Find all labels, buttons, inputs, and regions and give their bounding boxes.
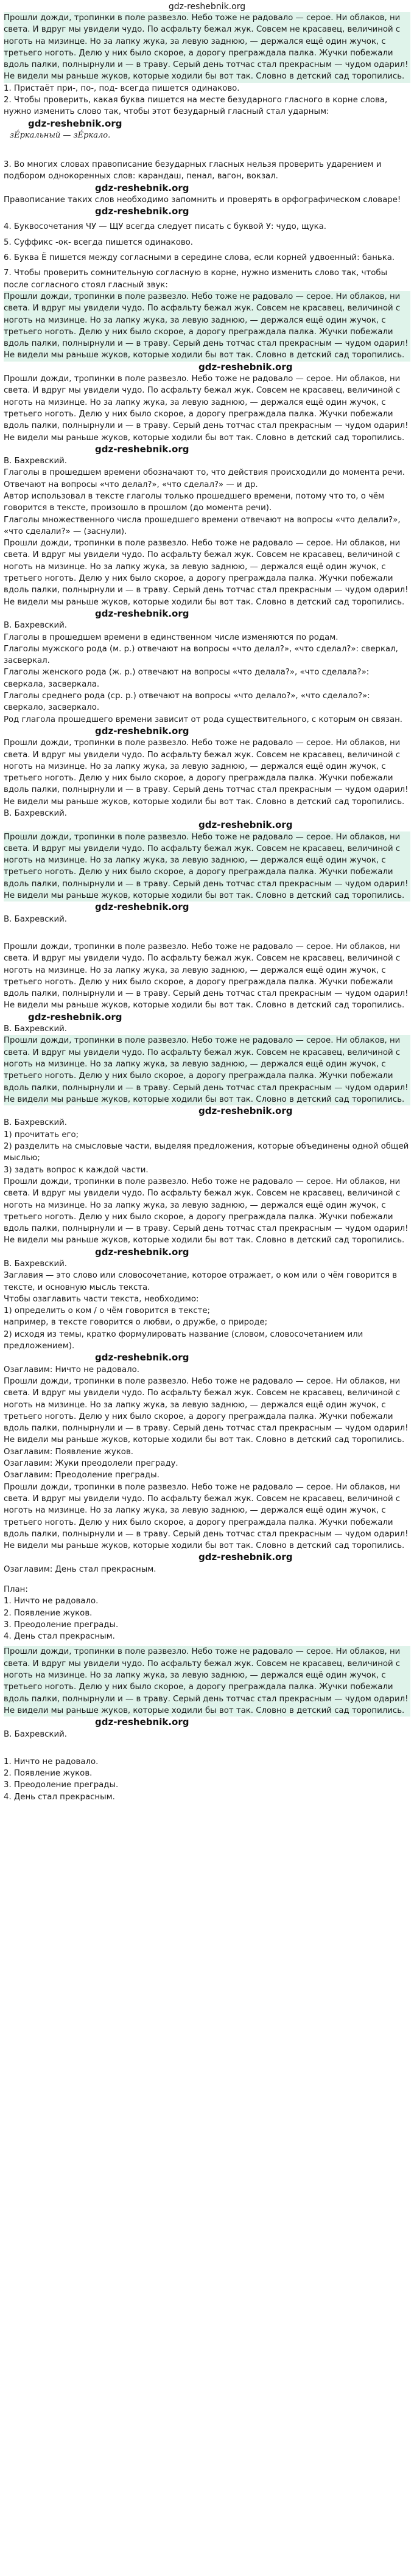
story-paragraph: Прошли дожди, тропинки в поле развезло. Небо тоже не радовало — серое. Ни облаков, ни света. И вдруг мы увидели чудо. По асфальту бежал жук. Совсем не красавец, величиной с ноготь на мизинце. Но за лапку жука, за левую заднюю, — держался ещё один жучок, с третьего ноготь. Делю у них было скорое, а дорогу преграждала палка. Жучки побежали вдоль палки, полнырнули и — в траву. Серый день тотчас стал прекрасным — чудом одарил! Не видели мы раньше жуков, которые ходили бы вот так. Словно в детский сад торопились. bbox=[4, 738, 409, 807]
watermark: gdz-reshebnik.org bbox=[95, 182, 189, 194]
item-1: 1. Пристаёт при-, по-, под- всегда пишется одинаково. bbox=[4, 83, 240, 93]
watermark: gdz-reshebnik.org bbox=[198, 361, 293, 373]
item-4: 4. Буквосочетания ЧУ — ЩУ всегда следует писать с буквой У: чудо, щука. bbox=[4, 222, 326, 232]
author: В. Бахревский. bbox=[4, 1024, 68, 1034]
author: В. Бахревский. bbox=[4, 1729, 68, 1739]
task-3b: Чтобы озаглавить части текста, необходимо: bbox=[4, 1294, 199, 1304]
task-2: 2) разделить на смысловые части, выделяя предложения, которые объединены одной общей мыслью; bbox=[4, 1142, 409, 1163]
story-paragraph: Прошли дожди, тропинки в поле развезло. Небо тоже не радовало — серое. Ни облаков, ни света. И вдруг мы увидели чудо. По асфальту бежал жук. Совсем не красавец, величиной с ноготь на мизинце. Но за лапку жука, за левую заднюю, — держался ещё один жучок, с третьего ноготь. Делю у них было скорое, а дорогу преграждала палка. Жучки побежали вдоль палки, полнырнули и — в траву. Серый день тотчас стал прекрасным — чудом одарил! Не видели мы раньше жуков, которые ходили бы вот так. Словно в детский сад торопились. bbox=[4, 1035, 410, 1105]
plan-item: 4. День стал прекрасным. bbox=[4, 1632, 115, 1642]
task-4b: например, в тексте говорится о любви, о дружбе, о природе; bbox=[4, 1318, 268, 1328]
watermark: gdz-reshebnik.org bbox=[28, 1011, 122, 1023]
item-7: 7. Чтобы проверить сомнительную согласную в корне, нужно изменить слово так, чтобы после согласного стоял гласный звук: bbox=[4, 268, 388, 290]
author: В. Бахревский. bbox=[4, 621, 68, 631]
plan-item: 3. Преодоление преграды. bbox=[4, 1620, 119, 1629]
item-5: 5. Суффикс -ок- всегда пишется одинаково. bbox=[4, 237, 194, 247]
task-4a: 1) определить о ком / о чём говорится в тексте; bbox=[4, 1306, 210, 1316]
title-definition: Заглавия — это слово или словосочетание, которое отражает, о ком или о чём говорится в тексте, и основную мысль текста. bbox=[4, 1271, 398, 1292]
watermark: gdz-reshebnik.org bbox=[95, 443, 189, 455]
story-paragraph: Прошли дожди, тропинки в поле развезло. Небо тоже не радовало — серое. Ни облаков, ни света. И вдруг мы увидели чудо. По асфальту бежал жук. Совсем не красавец, величиной с ноготь на мизинце. Но за лапку жука, за левую заднюю, — держался ещё один жучок, с третьего ноготь. Делю у них было скорое, а дорогу преграждала палка. Жучки побежали вдоль палки, полнырнули и — в траву. Серый день тотчас стал прекрасным — чудом одарил! Не видели мы раньше жуков, которые ходили бы вот так. Словно в детский сад торопились. bbox=[4, 12, 410, 83]
author: В. Бахревский. bbox=[4, 1118, 68, 1128]
watermark: gdz-reshebnik.org bbox=[198, 819, 293, 831]
title-2: Озаглавим: Появление жуков. bbox=[4, 1447, 134, 1457]
grammar-masc: Глаголы мужского рода (м. р.) отвечают на вопросы «что делал?», «что сделал?»: сверкал, засверкал. bbox=[4, 644, 398, 666]
author: В. Бахревский. bbox=[4, 1259, 68, 1269]
story-paragraph: Прошли дожди, тропинки в поле развезло. Небо тоже не радовало — серое. Ни облаков, ни света. И вдруг мы увидели чудо. По асфальту бежал жук. Совсем не красавец, величиной с ноготь на мизинце. Но за лапку жука, за левую заднюю, — держался ещё один жучок, с третьего ноготь. Делю у них было скорое, а дорогу преграждала палка. Жучки побежали вдоль палки, полнырнули и — в траву. Серый день тотчас стал прекрасным — чудом одарил! Не видели мы раньше жуков, которые ходили бы вот так. Словно в детский сад торопились. bbox=[4, 831, 410, 902]
grammar-neut: Глаголы среднего рода (ср. р.) отвечают на вопросы «что делало?», «что сделало?»: сверкало, засверкало. bbox=[4, 691, 370, 713]
author: В. Бахревский. bbox=[4, 457, 68, 466]
story-paragraph: Прошли дожди, тропинки в поле развезло. Небо тоже не радовало — серое. Ни облаков, ни света. И вдруг мы увидели чудо. По асфальту бежал жук. Совсем не красавец, величиной с ноготь на мизинце. Но за лапку жука, за левую заднюю, — держался ещё один жучок, с третьего ноготь. Делю у них было скорое, а дорогу преграждала палка. Жучки побежали вдоль палки, полнырнули и — в траву. Серый день тотчас стал прекрасным — чудом одарил! Не видели мы раньше жуков, которые ходили бы вот так. Словно в детский сад торопились. bbox=[4, 1376, 409, 1445]
story-paragraph: Прошли дожди, тропинки в поле развезло. Небо тоже не радовало — серое. Ни облаков, ни света. И вдруг мы увидели чудо. По асфальту бежал жук. Совсем не красавец, величиной с ноготь на мизинце. Но за лапку жука, за левую заднюю, — держался ещё один жучок, с третьего ноготь. Делю у них было скорое, а дорогу преграждала палка. Жучки побежали вдоль палки, полнырнули и — в траву. Серый день тотчас стал прекрасным — чудом одарил! Не видели мы раньше жуков, которые ходили бы вот так. Словно в детский сад торопились. bbox=[4, 291, 410, 362]
story-paragraph: Прошли дожди, тропинки в поле развезло. Небо тоже не радовало — серое. Ни облаков, ни света. И вдруг мы увидели чудо. По асфальту бежал жук. Совсем не красавец, величиной с ноготь на мизинце. Но за лапку жука, за левую заднюю, — держался ещё один жучок, с третьего ноготь. Делю у них было скорое, а дорогу преграждала палка. Жучки побежали вдоль палки, полнырнули и — в траву. Серый день тотчас стал прекрасным — чудом одарил! Не видели мы раньше жуков, которые ходили бы вот так. Словно в детский сад торопились. bbox=[4, 1646, 410, 1717]
watermark: gdz-reshebnik.org bbox=[95, 1352, 189, 1363]
watermark: gdz-reshebnik.org bbox=[95, 725, 189, 737]
grammar-singular: Глаголы в прошедшем времени в единственном числе изменяются по родам. bbox=[4, 632, 339, 642]
author: В. Бахревский. bbox=[4, 809, 68, 818]
title-1: Озаглавим: Ничто не радовало. bbox=[4, 1365, 140, 1374]
task-3: 3) задать вопрос к каждой части. bbox=[4, 1165, 149, 1175]
watermark: gdz-reshebnik.org bbox=[95, 901, 189, 913]
item-2: 2. Чтобы проверить, какая буква пишется на месте безударного гласного в корне слова, нужно изменить слово так, чтобы этот безударный гласный стал ударным: bbox=[4, 96, 388, 117]
plan-item: 2. Появление жуков. bbox=[4, 1608, 93, 1618]
story-paragraph: Прошли дожди, тропинки в поле развезло. Небо тоже не радовало — серое. Ни облаков, ни света. И вдруг мы увидели чудо. По асфальту бежал жук. Совсем не красавец, величиной с ноготь на мизинце. Но за лапку жука, за левую заднюю, — держался ещё один жучок, с третьего ноготь. Делю у них было скорое, а дорогу преграждала палка. Жучки побежали вдоль палки, полнырнули и — в траву. Серый день тотчас стал прекрасным — чудом одарил! Не видели мы раньше жуков, которые ходили бы вот так. Словно в детский сад торопились. bbox=[4, 1482, 409, 1551]
plan-item: 2. Появление жуков. bbox=[4, 1769, 93, 1779]
handwritten-example: зЕ́ркальный — зЕ́ркало. bbox=[10, 130, 111, 140]
watermark: gdz-reshebnik.org bbox=[28, 117, 122, 129]
title-4: Озаглавим: Преодоление преграды. bbox=[4, 1471, 160, 1480]
task-1: 1) прочитать его; bbox=[4, 1130, 79, 1139]
grammar-fem: Глаголы женского рода (ж. р.) отвечают на вопросы «что делала?», «что сделала?»: сверкала, засверкала. bbox=[4, 668, 370, 689]
story-paragraph: Прошли дожди, тропинки в поле развезло. Небо тоже не радовало — серое. Ни облаков, ни света. И вдруг мы увидели чудо. По асфальту бежал жук. Совсем не красавец, величиной с ноготь на мизинце. Но за лапку жука, за левую заднюю, — держался ещё один жучок, с третьего ноготь. Делю у них было скорое, а дорогу преграждала палка. Жучки побежали вдоль палки, полнырнули и — в траву. Серый день тотчас стал прекрасным — чудом одарил! Не видели мы раньше жуков, которые ходили бы вот так. Словно в детский сад торопились. bbox=[4, 942, 409, 1010]
story-paragraph: Прошли дожди, тропинки в поле развезло. Небо тоже не радовало — серое. Ни облаков, ни света. И вдруг мы увидели чудо. По асфальту бежал жук. Совсем не красавец, величиной с ноготь на мизинце. Но за лапку жука, за левую заднюю, — держался ещё один жучок, с третьего ноготь. Делю у них было скорое, а дорогу преграждала палка. Жучки побежали вдоль палки, полнырнули и — в траву. Серый день тотчас стал прекрасным — чудом одарил! Не видели мы раньше жуков, которые ходили бы вот так. Словно в детский сад торопились. bbox=[4, 1177, 409, 1245]
grammar-plural: Глаголы множественного числа прошедшего времени отвечают на вопросы «что делали?», «что сделали?» — (заснули). bbox=[4, 515, 401, 536]
watermark: gdz-reshebnik.org bbox=[198, 1552, 293, 1563]
plan-item: 4. День стал прекрасным. bbox=[4, 1792, 115, 1802]
watermark: gdz-reshebnik.org bbox=[95, 607, 189, 619]
grammar-gender-note: Род глагола прошедшего времени зависит от рода существительного, с которым он связан. bbox=[4, 715, 403, 724]
task-4c: 2) исходя из темы, кратко формулировать название (словом, словосочетанием или предложением). bbox=[4, 1329, 363, 1351]
title-5: Озаглавим: День стал прекрасным. bbox=[4, 1564, 156, 1574]
plan-item: 3. Преодоление преграды. bbox=[4, 1780, 119, 1790]
grammar-past-note: Автор использовал в тексте глаголы только прошедшего времени, потому что то, о чём говорится в тексте, произошло в прошлом (до момента речи). bbox=[4, 491, 385, 513]
watermark: gdz-reshebnik.org bbox=[95, 1246, 189, 1258]
item-3b: Правописание таких слов необходимо запомнить и проверять в орфографическом словаре! bbox=[4, 195, 401, 205]
plan-title: План: bbox=[4, 1585, 28, 1594]
title-3: Озаглавим: Жуки преодолели преграду. bbox=[4, 1459, 178, 1469]
watermark: gdz-reshebnik.org bbox=[95, 206, 189, 217]
plan-item: 1. Ничто не радовало. bbox=[4, 1757, 99, 1766]
author: В. Бахревский. bbox=[4, 914, 68, 924]
item-3: 3. Во многих словах правописание безударных гласных нельзя проверить ударением и подбором однокоренных слов: карандаш, пенал, вагон, вокзал. bbox=[4, 159, 382, 181]
site-header[interactable]: gdz-reshebnik.org bbox=[168, 2, 246, 12]
watermark: gdz-reshebnik.org bbox=[198, 1105, 293, 1117]
plan-item: 1. Ничто не радовало. bbox=[4, 1597, 99, 1606]
item-6: 6. Буква Ё пишется между согласными в середине слова, если корней удвоенный: банька. bbox=[4, 253, 395, 263]
grammar-past: Глаголы в прошедшем времени обозначают то, что действия происходили до момента речи. Отвечают на вопросы «что делал?», «что сделал?» — и др. bbox=[4, 468, 405, 489]
watermark: gdz-reshebnik.org bbox=[95, 1717, 189, 1728]
story-paragraph: Прошли дожди, тропинки в поле развезло. Небо тоже не радовало — серое. Ни облаков, ни света. И вдруг мы увидели чудо. По асфальту бежал жук. Совсем не красавец, величиной с ноготь на мизинце. Но за лапку жука, за левую заднюю, — держался ещё один жучок, с третьего ноготь. Делю у них было скорое, а дорогу преграждала палка. Жучки побежали вдоль палки, полнырнули и — в траву. Серый день тотчас стал прекрасным — чудом одарил! Не видели мы раньше жуков, которые ходили бы вот так. Словно в детский сад торопились. bbox=[4, 539, 409, 607]
story-paragraph: Прошли дожди, тропинки в поле развезло. Небо тоже не радовало — серое. Ни облаков, ни света. И вдруг мы увидели чудо. По асфальту бежал жук. Совсем не красавец, величиной с ноготь на мизинце. Но за лапку жука, за левую заднюю, — держался ещё один жучок, с третьего ноготь. Делю у них было скорое, а дорогу преграждала палка. Жучки побежали вдоль палки, полнырнули и — в траву. Серый день тотчас стал прекрасным — чудом одарил! Не видели мы раньше жуков, которые ходили бы вот так. Словно в детский сад торопились. bbox=[4, 374, 409, 443]
